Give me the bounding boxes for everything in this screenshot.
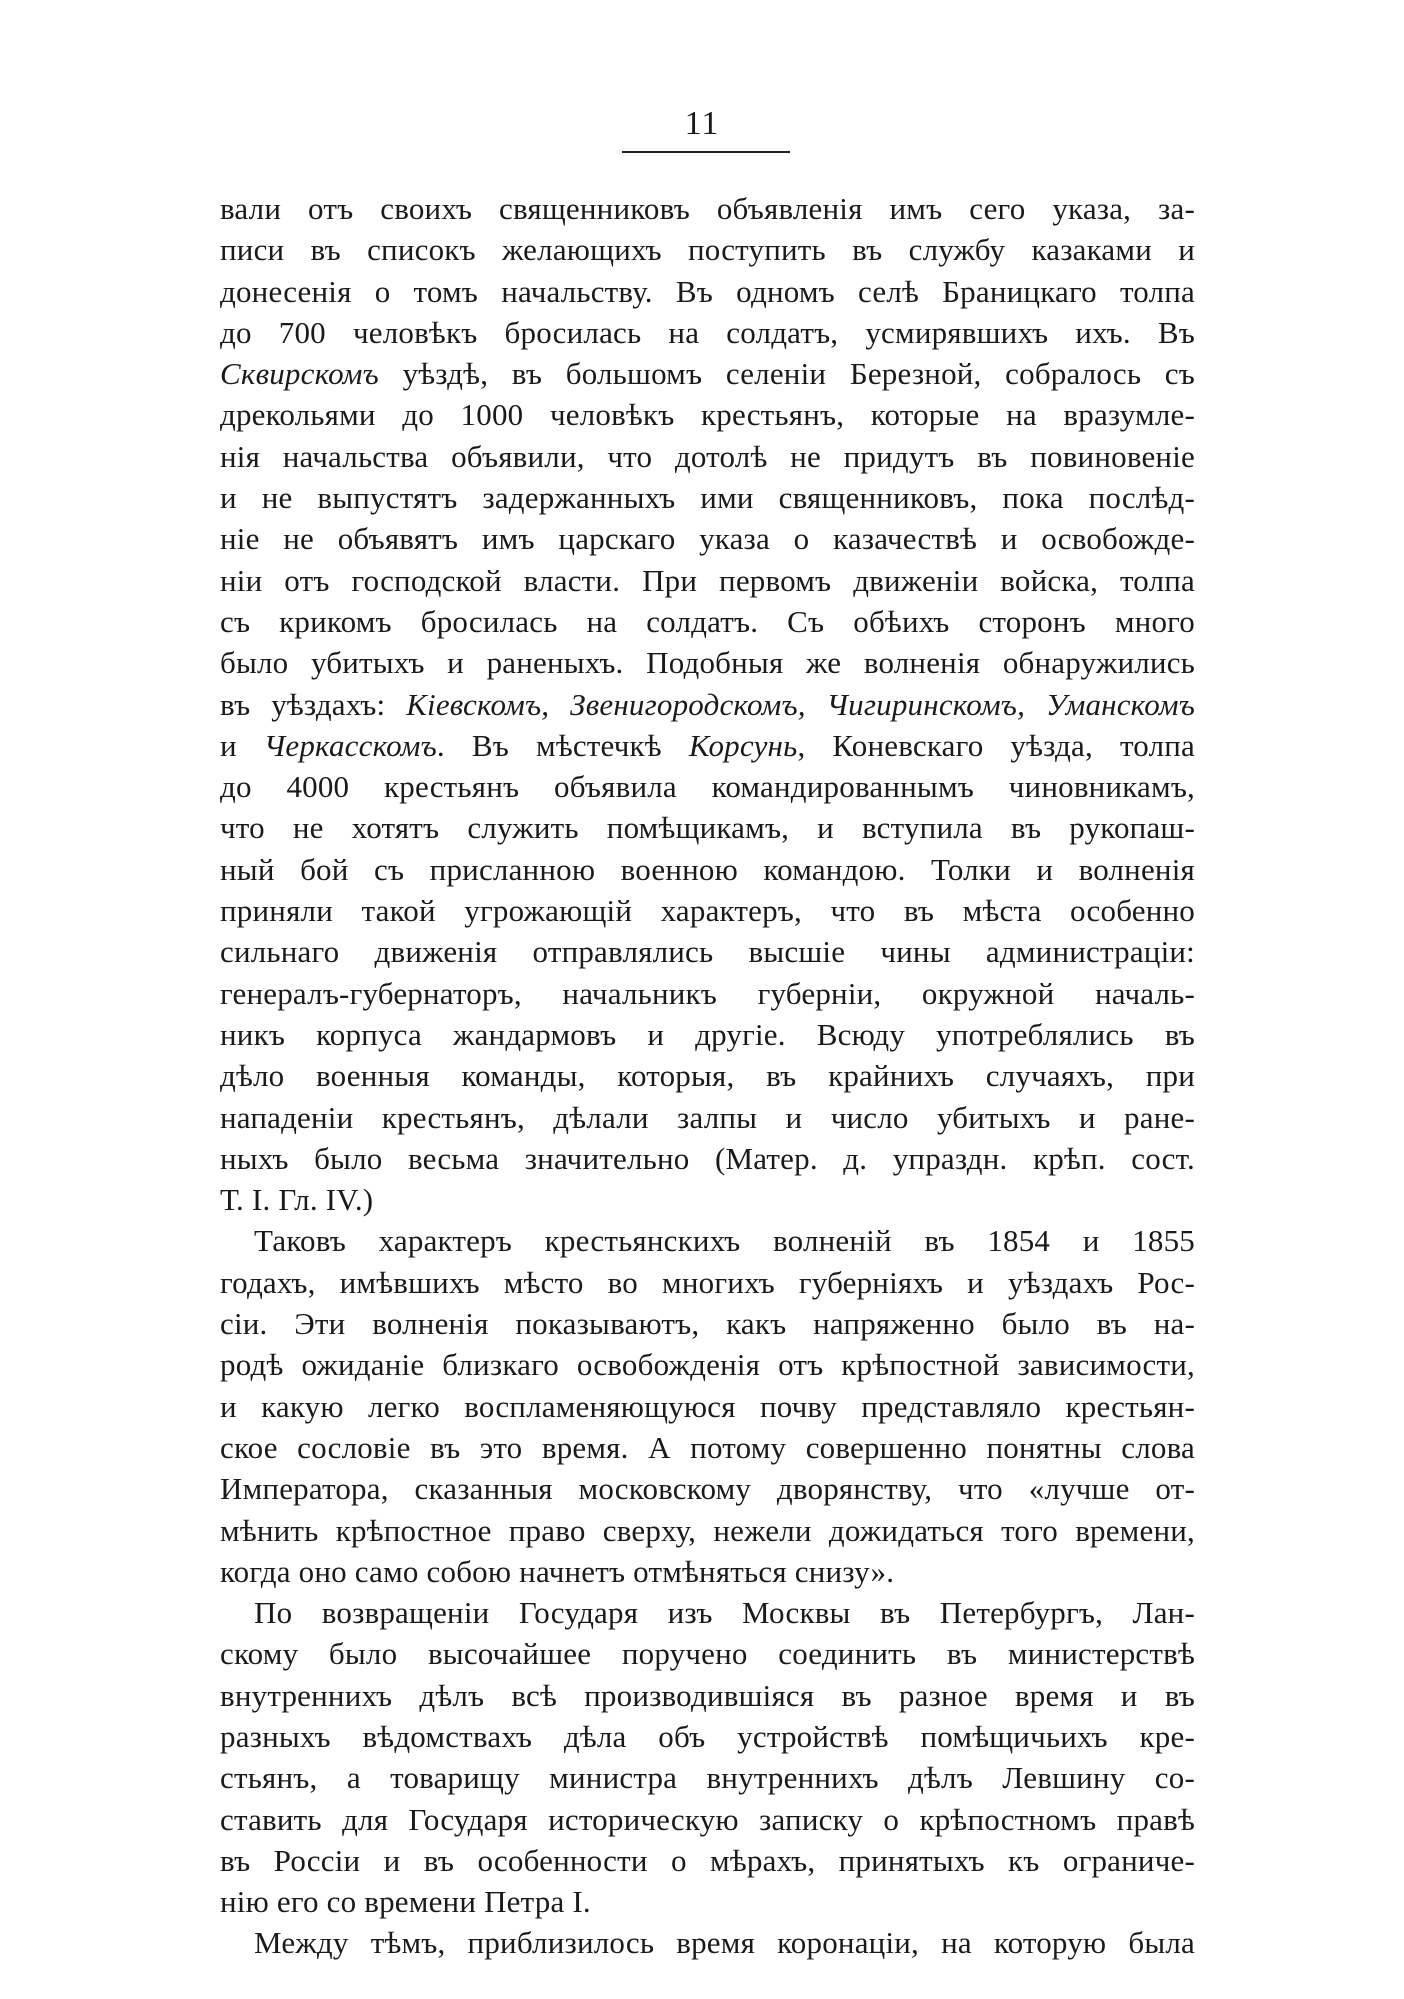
text-line: годахъ, имѣвшихъ мѣсто во многихъ губерніяхъ и уѣздахъ Рос- xyxy=(220,1264,1195,1300)
text-line: внутреннихъ дѣлъ всѣ производившіяся въ разное время и въ xyxy=(220,1677,1195,1713)
text-line: скому было высочайшее поручено соединить въ министерствѣ xyxy=(220,1636,1195,1672)
text-line: родѣ ожиданіе близкаго освобожденія отъ крѣпостной зависимости, xyxy=(220,1347,1195,1383)
text-line: ніи отъ господской власти. При первомъ движеніи войска, толпа xyxy=(220,562,1195,598)
text-line: ныхъ было весьма значительно (Матер. д. упраздн. крѣп. сост. xyxy=(220,1140,1195,1176)
body-text xyxy=(220,188,1195,1964)
place-name: Кіевскомъ, Звенигородскомъ, Чигиринскомъ, Уманскомъ xyxy=(406,686,1195,722)
text-line: Между тѣмъ, приблизилось время коронаціи, на которую была xyxy=(254,1925,1195,1961)
text-line: генералъ-губернаторъ, начальникъ губерніи, окружной началь- xyxy=(220,975,1195,1011)
text-line: приняли такой угрожающій характеръ, что въ мѣста особенно xyxy=(220,893,1195,929)
text-line: писи въ списокъ желающихъ поступить въ службу казаками и xyxy=(220,232,1195,268)
text-line: Императора, сказанныя московскому дворянству, что «лучше от- xyxy=(220,1471,1195,1507)
text-line: и какую легко воспламеняющуюся почву представляло крестьян- xyxy=(220,1388,1195,1424)
text-line: что не хотятъ служить помѣщикамъ, и вступила въ рукопаш- xyxy=(220,810,1195,846)
text-line: нію его со времени Петра І. xyxy=(220,1884,591,1920)
text-line: мѣнить крѣпостное право сверху, нежели дожидаться того времени, xyxy=(220,1512,1195,1548)
text-line: Таковъ характеръ крестьянскихъ волненій въ 1854 и 1855 xyxy=(254,1223,1195,1259)
text-line: когда оно само собою начнетъ отмѣняться снизу». xyxy=(220,1553,895,1589)
text-line: По возвращеніи Государя изъ Москвы въ Петербургъ, Лан- xyxy=(254,1595,1195,1631)
text-line: донесенія о томъ начальству. Въ одномъ селѣ Браницкаго толпа xyxy=(220,273,1195,309)
text-line: разныхъ вѣдомствахъ дѣла объ устройствѣ помѣщичьихъ кре- xyxy=(220,1718,1195,1754)
text-line: съ крикомъ бросилась на солдатъ. Съ обѣихъ сторонъ много xyxy=(220,603,1195,639)
text-line: сіи. Эти волненія показываютъ, какъ напряженно было въ на- xyxy=(220,1306,1195,1342)
text-line: дрекольями до 1000 человѣкъ крестьянъ, которые на вразумле- xyxy=(220,397,1195,433)
text-line: ный бой съ присланною военною командою. Толки и волненія xyxy=(220,851,1195,887)
text-line: ставить для Государя историческую записку о крѣпостномъ правѣ xyxy=(220,1801,1195,1837)
text-line: стьянъ, а товарищу министра внутреннихъ дѣлъ Левшину со- xyxy=(220,1760,1195,1796)
page-number: 11 xyxy=(684,105,720,142)
text-line: до 4000 крестьянъ объявила командированнымъ чиновникамъ, xyxy=(220,769,1195,805)
text-line: Сквирскомъ уѣздѣ, въ большомъ селеніи Березной, собралось съ xyxy=(220,356,1195,392)
text-line: до 700 человѣкъ бросилась на солдатъ, усмирявшихъ ихъ. Въ xyxy=(220,314,1195,350)
place-name: Корсунь xyxy=(688,727,798,763)
text-line: никъ корпуса жандармовъ и другіе. Всюду употреблялись въ xyxy=(220,1016,1195,1052)
place-name: Сквирскомъ xyxy=(220,356,379,392)
header-rule xyxy=(622,151,790,153)
text-line: въ Россіи и въ особенности о мѣрахъ, принятыхъ къ ограниче- xyxy=(220,1842,1195,1878)
text-line: нападеніи крестьянъ, дѣлали залпы и число убитыхъ и ране- xyxy=(220,1099,1195,1135)
text-line: нія начальства объявили, что дотолѣ не придутъ въ повиновеніе xyxy=(220,438,1195,474)
text-line: сильнаго движенія отправлялись высшіе чины администраціи: xyxy=(220,934,1195,970)
place-name: Черкасскомъ xyxy=(263,727,437,763)
text-line: и не выпустятъ задержанныхъ ими священниковъ, пока послѣд- xyxy=(220,480,1195,516)
text-line: и Черкасскомъ. Въ мѣстечкѣ Корсунь, Коневскаго уѣзда, толпа xyxy=(220,727,1195,763)
text-line: въ уѣздахъ: Кіевскомъ, Звенигородскомъ, Чигиринскомъ, Уманскомъ xyxy=(220,686,1195,722)
text-line: дѣло военныя команды, которыя, въ крайнихъ случаяхъ, при xyxy=(220,1058,1195,1094)
text-line: вали отъ своихъ священниковъ объявленія имъ сего указа, за- xyxy=(220,191,1195,226)
text-line: ніе не объявятъ имъ царскаго указа о казачествѣ и освобожде- xyxy=(220,521,1195,557)
text-line: Т. І. Гл. IV.) xyxy=(220,1182,374,1218)
text-line: было убитыхъ и раненыхъ. Подобныя же волненія обнаружились xyxy=(220,645,1195,681)
text-line: ское сословіе въ это время. А потому совершенно понятны слова xyxy=(220,1429,1195,1465)
